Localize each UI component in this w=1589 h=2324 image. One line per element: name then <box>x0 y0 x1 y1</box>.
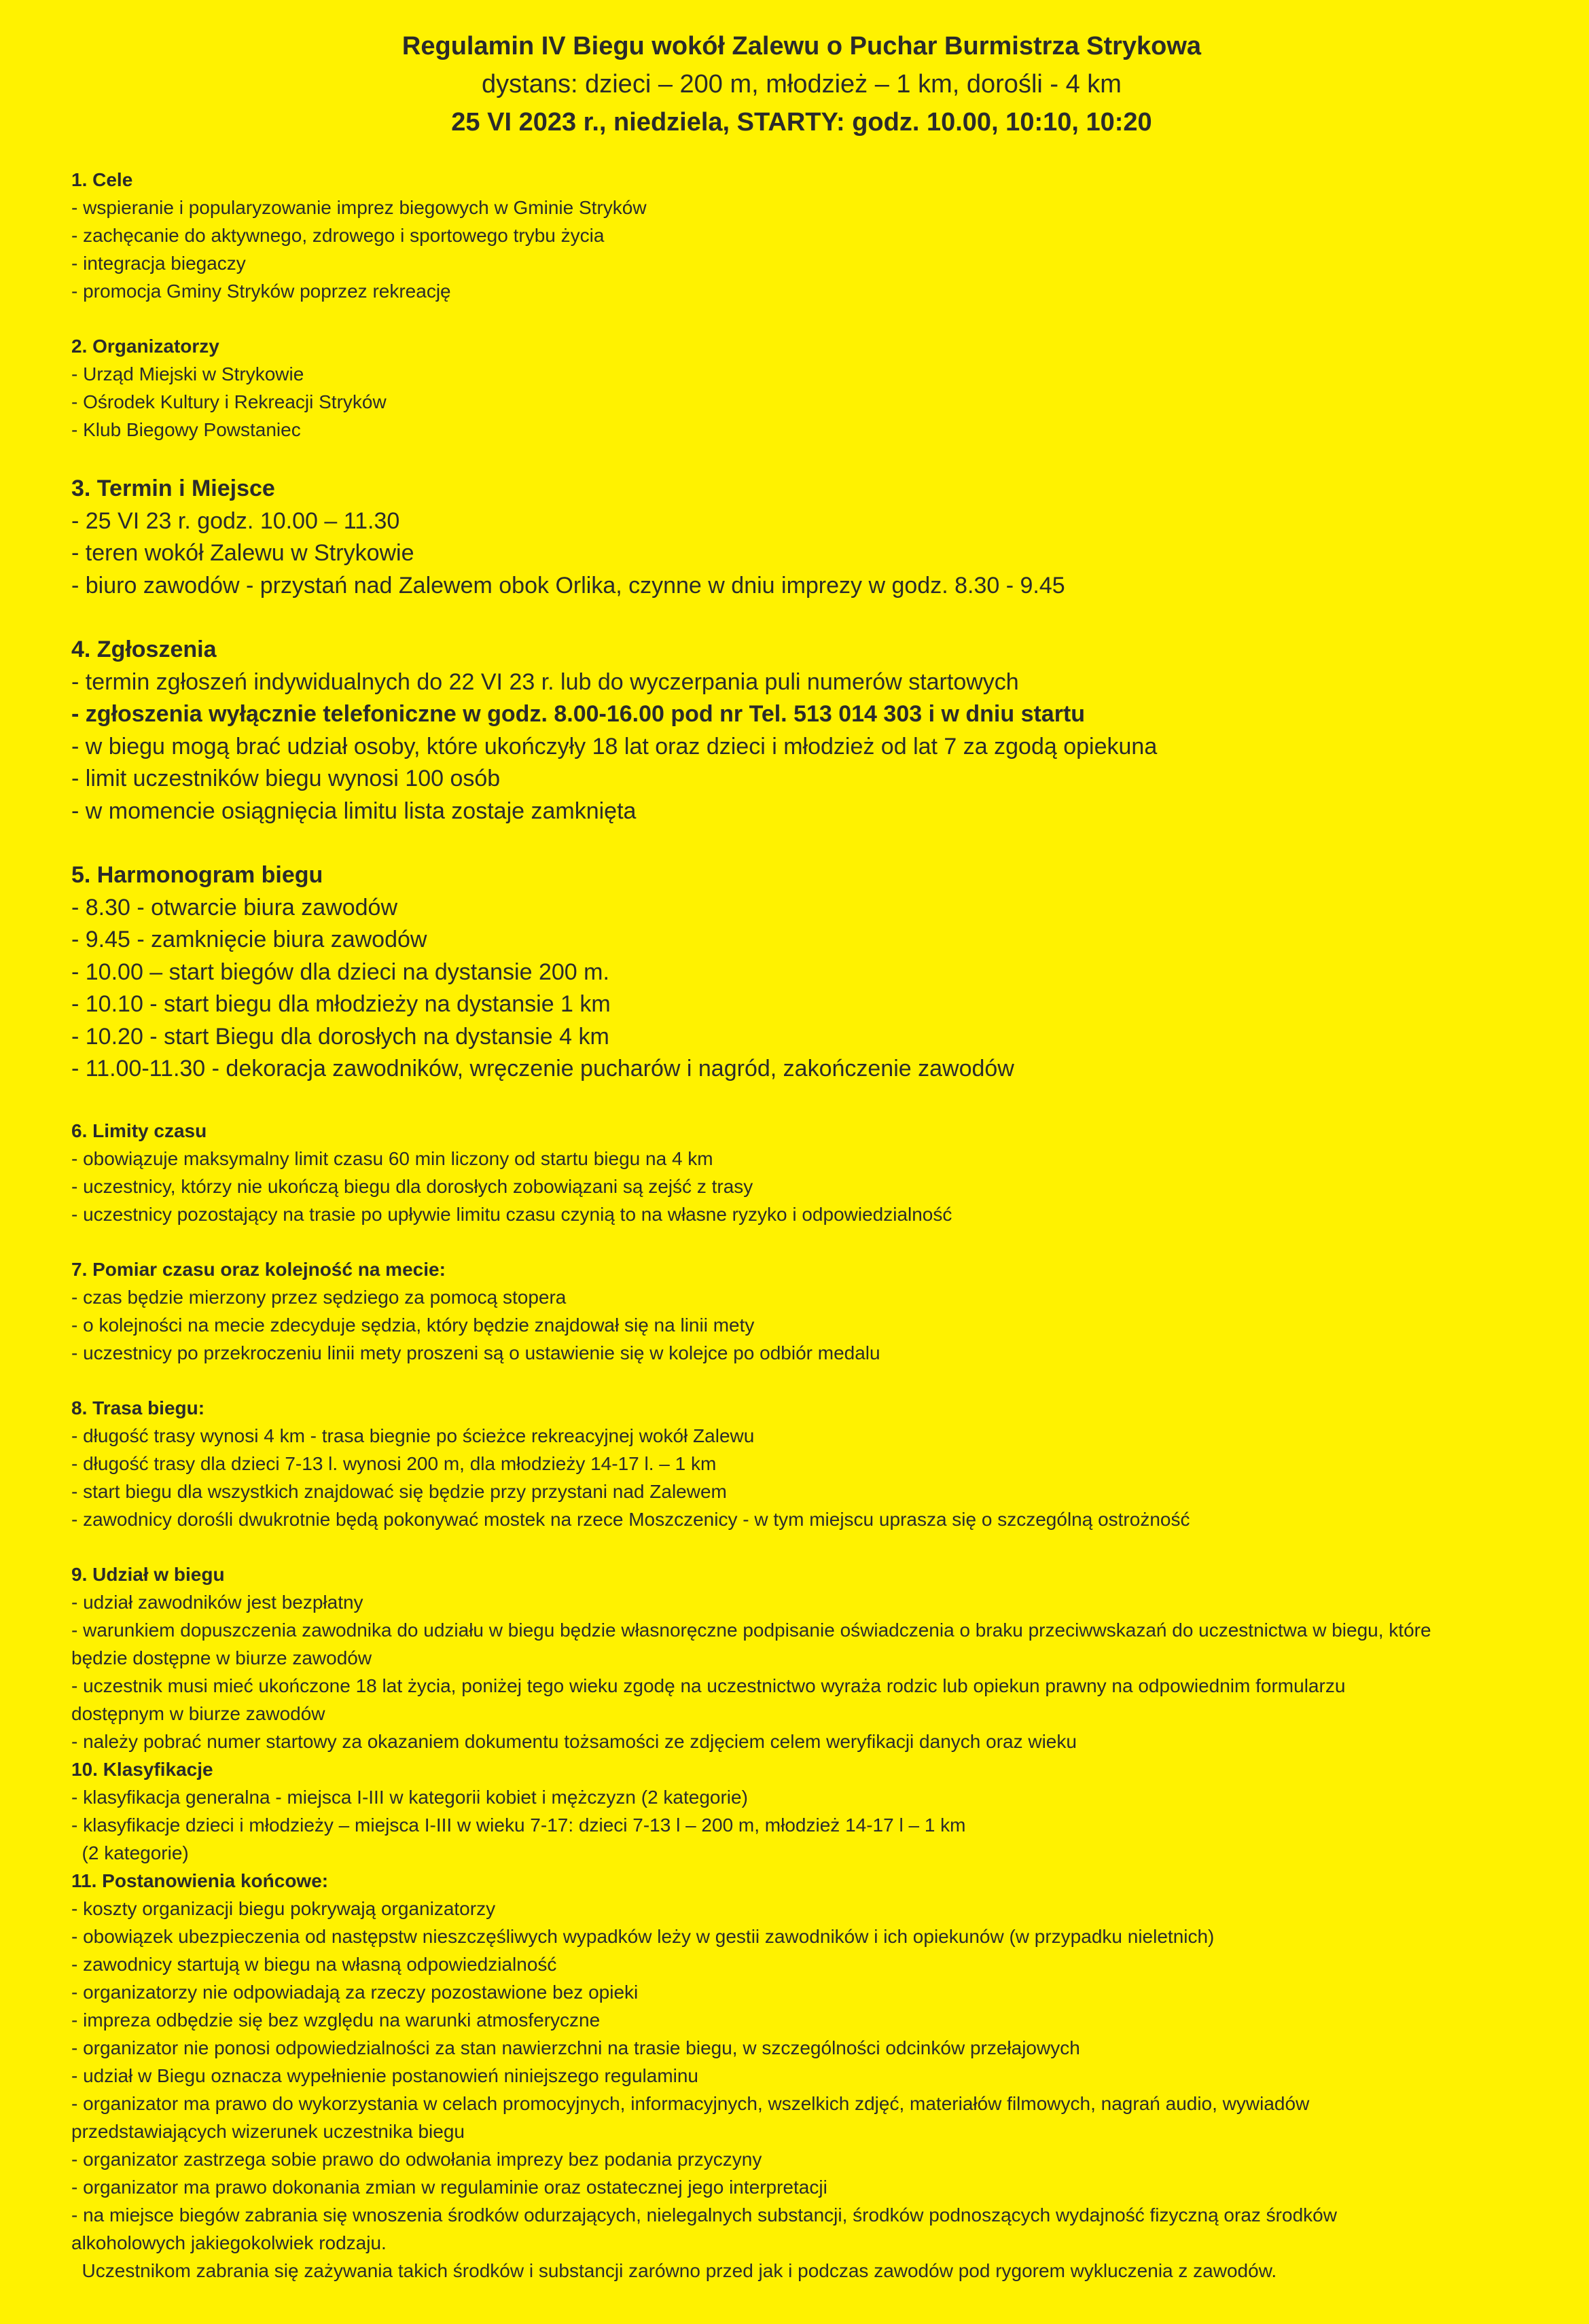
list-item: - klasyfikacje dzieci i młodzieży – miejsca I-III w wieku 7-17: dzieci 7-13 l – 200 m, młodzież 14-17 l – 1 km <box>71 1814 966 1836</box>
list-item: - teren wokół Zalewu w Strykowie <box>71 540 414 566</box>
document-page <box>71 27 1546 2285</box>
list-item: - 9.45 - zamknięcie biura zawodów <box>71 927 427 952</box>
list-item: - udział w Biegu oznacza wypełnienie postanowień niniejszego regulaminu <box>71 2064 699 2086</box>
section-title: 8. Trasa biegu: <box>71 1397 205 1418</box>
date-start-line: 25 VI 2023 r., niedziela, STARTY: godz. 10.00, 10:10, 10:20 <box>451 108 1152 137</box>
list-item: - Ośrodek Kultury i Rekreacji Stryków <box>71 391 387 412</box>
section-pomiar-czasu <box>71 1255 1546 1367</box>
section-title: 4. Zgłoszenia <box>71 637 217 662</box>
list-item: - start biegu dla wszystkich znajdować się będzie przy przystani nad Zalewem <box>71 1480 727 1502</box>
distance-line: dystans: dzieci – 200 m, młodzież – 1 km, dorośli - 4 km <box>482 70 1122 99</box>
list-item: alkoholowych jakiegokolwiek rodzaju. <box>71 2232 387 2253</box>
document-header <box>71 27 1546 141</box>
section-title: 7. Pomiar czasu oraz kolejność na mecie: <box>71 1258 446 1280</box>
list-item: - koszty organizacji biegu pokrywają organizatorzy <box>71 1897 496 1919</box>
list-item: - Urząd Miejski w Strykowie <box>71 363 304 385</box>
list-item: - organizator nie ponosi odpowiedzialności za stan nawierzchni na trasie biegu, w szczególności odcinków przełajowych <box>71 2037 1080 2058</box>
list-item: - promocja Gminy Stryków poprzez rekreację <box>71 281 451 302</box>
section-klasyfikacje <box>71 1755 1546 1867</box>
list-item: (2 kategorie) <box>71 1842 189 1863</box>
section-title: 3. Termin i Miejsce <box>71 476 275 501</box>
list-item: - długość trasy wynosi 4 km - trasa biegnie po ścieżce rekreacyjnej wokół Zalewu <box>71 1425 755 1446</box>
list-item: przedstawiających wizerunek uczestnika biegu <box>71 2120 465 2142</box>
list-item: - warunkiem dopuszczenia zawodnika do udziału w biegu będzie własnoręczne podpisanie oświadczenia o braku przeciwwskazań do uczestnictwa w biegu, które <box>71 1619 1431 1641</box>
list-item: - klasyfikacja generalna - miejsca I-III w kategorii kobiet i mężczyzn (2 kategorie) <box>71 1786 748 1808</box>
section-title: 11. Postanowienia końcowe: <box>71 1870 329 1891</box>
list-item: - obowiązek ubezpieczenia od następstw nieszczęśliwych wypadków leży w gestii zawodników i ich opiekunów (w przypadku nieletnich) <box>71 1925 1215 1947</box>
section-cele <box>71 166 1546 305</box>
list-item: - uczestnicy, którzy nie ukończą biegu dla dorosłych zobowiązani są zejść z trasy <box>71 1175 753 1197</box>
list-item: - wspieranie i popularyzowanie imprez biegowych w Gminie Stryków <box>71 197 647 218</box>
list-item: - należy pobrać numer startowy za okazaniem dokumentu tożsamości ze zdjęciem celem weryfikacji danych oraz wieku <box>71 1730 1077 1752</box>
list-item: - limit uczestników biegu wynosi 100 osób <box>71 766 501 791</box>
list-item: dostępnym w biurze zawodów <box>71 1702 325 1724</box>
section-udzial <box>71 1560 1546 1755</box>
list-item: - obowiązuje maksymalny limit czasu 60 min liczony od startu biegu na 4 km <box>71 1147 713 1169</box>
list-item: - zawodnicy startują w biegu na własną odpowiedzialność <box>71 1953 557 1975</box>
list-item: - uczestnicy pozostający na trasie po upływie limitu czasu czynią to na własne ryzyko i odpowiedzialność <box>71 1203 952 1225</box>
list-item: - 10.00 – start biegów dla dzieci na dystansie 200 m. <box>71 959 609 985</box>
section-trasa-biegu <box>71 1394 1546 1533</box>
section-title: 1. Cele <box>71 169 133 190</box>
list-item: - organizator ma prawo dokonania zmian w regulaminie oraz ostatecznej jego interpretacji <box>71 2176 827 2198</box>
list-item: - 8.30 - otwarcie biura zawodów <box>71 894 398 920</box>
list-item: - termin zgłoszeń indywidualnych do 22 VI 23 r. lub do wyczerpania puli numerów startowych <box>71 668 1019 695</box>
list-item: - uczestnik musi mieć ukończone 18 lat życia, poniżej tego wieku zgodę na uczestnictwo wyraża rodzic lub opiekun prawny na odpowiednim formularzu <box>71 1675 1346 1696</box>
list-item: będzie dostępne w biurze zawodów <box>71 1647 372 1668</box>
section-harmonogram <box>71 859 1546 1086</box>
list-item: - czas będzie mierzony przez sędziego za pomocą stopera <box>71 1286 567 1308</box>
section-organizatorzy <box>71 332 1546 444</box>
list-item: - o kolejności na mecie zdecyduje sędzia, który będzie znajdował się na linii mety <box>71 1314 755 1336</box>
section-title: 2. Organizatorzy <box>71 336 219 357</box>
list-item: - 25 VI 23 r. godz. 10.00 – 11.30 <box>71 507 400 534</box>
section-title: 5. Harmonogram biegu <box>71 862 323 888</box>
list-item: - impreza odbędzie się bez względu na warunki atmosferyczne <box>71 2009 601 2031</box>
list-item: - na miejsce biegów zabrania się wnoszenia środków odurzających, nielegalnych substancji, środków podnoszących wydajność fizyczną oraz środków <box>71 2204 1337 2225</box>
list-item: - uczestnicy po przekroczeniu linii mety proszeni są o ustawienie się w kolejce po odbiór medalu <box>71 1342 880 1363</box>
document-title: Regulamin IV Biegu wokół Zalewu o Puchar Burmistrza Strykowa <box>401 32 1202 60</box>
list-item: - integracja biegaczy <box>71 253 246 274</box>
section-limity-czasu <box>71 1117 1546 1228</box>
list-item: - 10.20 - start Biegu dla dorosłych na dystansie 4 km <box>71 1023 609 1050</box>
list-item: - zachęcanie do aktywnego, zdrowego i sportowego trybu życia <box>71 225 605 246</box>
list-item: - Klub Biegowy Powstaniec <box>71 419 301 440</box>
section-zgloszenia <box>71 634 1546 827</box>
section-termin-miejsce <box>71 473 1546 602</box>
list-item: - w biegu mogą brać udział osoby, które ukończyły 18 lat oraz dzieci i młodzież od lat 7 za zgodą opiekuna <box>71 733 1158 759</box>
list-item: Uczestnikom zabrania się zażywania takich środków i substancji zarówno przed jak i podczas zawodów pod rygorem wykluczenia z zawodów. <box>71 2259 1277 2281</box>
list-item: - zawodnicy dorośli dwukrotnie będą pokonywać mostek na rzece Moszczenicy - w tym miejscu uprasza się o szczególną ostrożność <box>71 1508 1190 1530</box>
section-title: 6. Limity czasu <box>71 1120 207 1141</box>
list-item: - w momencie osiągnięcia limitu lista zostaje zamknięta <box>71 798 637 824</box>
section-postanowienia <box>71 1867 1546 2285</box>
list-item: - 11.00-11.30 - dekoracja zawodników, wręczenie pucharów i nagród, zakończenie zawodów <box>71 1056 1014 1081</box>
section-title: 10. Klasyfikacje <box>71 1758 213 1780</box>
list-item: - organizatorzy nie odpowiadają za rzeczy pozostawione bez opieki <box>71 1981 639 2003</box>
section-title: 9. Udział w biegu <box>71 1563 225 1585</box>
list-item: - 10.10 - start biegu dla młodzieży na dystansie 1 km <box>71 991 611 1017</box>
list-item: - organizator ma prawo do wykorzystania w celach promocyjnych, informacyjnych, wszelkich zdjęć, materiałów filmowych, nagrań audio, wywiadów <box>71 2092 1310 2114</box>
list-item: - udział zawodników jest bezpłatny <box>71 1591 363 1613</box>
list-item: - biuro zawodów - przystań nad Zalewem obok Orlika, czynne w dniu imprezy w godz. 8.30 - 9.45 <box>71 572 1065 598</box>
list-item: - długość trasy dla dzieci 7-13 l. wynosi 200 m, dla młodzieży 14-17 l. – 1 km <box>71 1452 717 1474</box>
list-item: - zgłoszenia wyłącznie telefoniczne w godz. 8.00-16.00 pod nr Tel. 513 014 303 i w dniu startu <box>71 701 1086 727</box>
list-item: - organizator zastrzega sobie prawo do odwołania imprezy bez podania przyczyny <box>71 2148 762 2170</box>
